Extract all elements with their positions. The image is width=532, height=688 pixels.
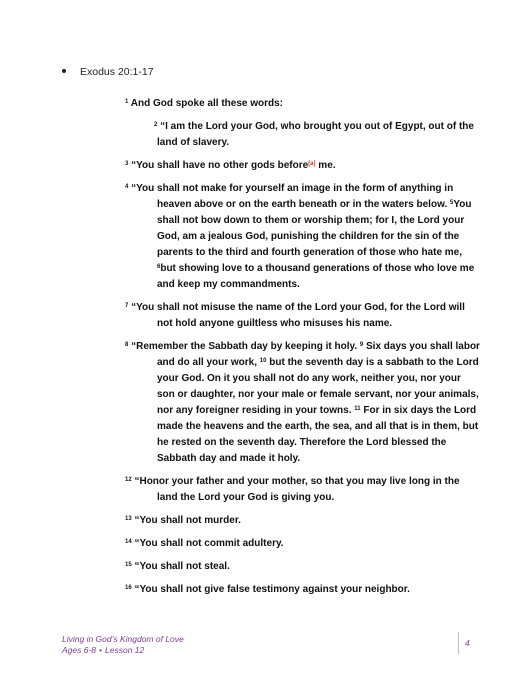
verse-3 bbox=[125, 158, 480, 174]
footnote-link[interactable]: [a] bbox=[308, 161, 316, 167]
verse-number: 3 bbox=[125, 161, 129, 167]
verse-16 bbox=[125, 582, 480, 598]
verse-number: 16 bbox=[125, 585, 132, 591]
verse-text: “Honor your father and your mother, so that you may live long in the land the Lord your God is giving you. bbox=[131, 476, 460, 503]
verse-number: 2 bbox=[154, 122, 158, 128]
page-number: 4 bbox=[458, 632, 470, 654]
verse-1 bbox=[125, 96, 480, 112]
verse-12 bbox=[125, 474, 480, 506]
verse-4 bbox=[125, 181, 480, 293]
verse-number: 9 bbox=[359, 342, 364, 348]
footer-subtitle bbox=[62, 645, 184, 656]
footer-separator: • bbox=[99, 645, 103, 655]
footer-ages: Ages 6-8 bbox=[62, 645, 97, 655]
verse-number: 8 bbox=[125, 342, 129, 348]
verse-13 bbox=[125, 513, 480, 529]
verse-number: 7 bbox=[125, 303, 129, 309]
verse-list bbox=[125, 96, 480, 605]
verse-text: but the seventh day is a sabbath to the Lord your God. On it you shall not do any work, neither you, nor your son or daughter, nor your male or female servant, nor your animals, nor any foreigner residing in your towns. bbox=[157, 357, 479, 416]
verse-2 bbox=[125, 119, 480, 151]
verse-14 bbox=[125, 536, 480, 552]
verse-text: “I am the Lord your God, who brought you out of Egypt, out of the land of slavery. bbox=[157, 121, 474, 148]
verse-text: For in six days the Lord made the heavens and the earth, the sea, and all that is in them, but he rested on the seventh day. Therefore the Lord blessed the Sabbath day and made it holy. bbox=[157, 405, 479, 464]
scripture-reference bbox=[62, 66, 154, 78]
verse-text: Six days you shall labor and do all your work, bbox=[157, 341, 480, 368]
verse-text: “You shall not commit adultery. bbox=[131, 538, 284, 549]
verse-8 bbox=[125, 339, 480, 467]
verse-7 bbox=[125, 300, 480, 332]
verse-number: 11 bbox=[354, 406, 361, 412]
verse-number: 5 bbox=[450, 200, 454, 206]
verse-number: 6 bbox=[157, 264, 161, 270]
bullet-icon bbox=[62, 69, 66, 73]
verse-number: 12 bbox=[125, 477, 132, 483]
verse-number: 14 bbox=[125, 539, 132, 545]
verse-number: 1 bbox=[125, 99, 129, 105]
verse-text: but showing love to a thousand generations of those who love me and keep my commandments. bbox=[157, 263, 475, 290]
reference-text: Exodus 20:1-17 bbox=[80, 66, 154, 78]
footer-title: Living in God’s Kingdom of Love bbox=[62, 634, 184, 644]
verse-text: You shall not bow down to them or worship them; for I, the Lord your God, am a jealous God, punishing the children for the sin of the parents to the third and fourth generation of those who hate me, bbox=[157, 199, 472, 258]
footer-lesson: Lesson 12 bbox=[105, 645, 145, 655]
verse-text: “You shall not murder. bbox=[131, 515, 241, 526]
verse-text: “You shall not make for yourself an image in the form of anything in heaven above or on the earth beneath or in the waters below. bbox=[128, 183, 454, 210]
verse-text: And God spoke all these words: bbox=[128, 98, 283, 109]
verse-text: “Remember the Sabbath day by keeping it holy. bbox=[128, 341, 360, 352]
verse-text: “You shall not give false testimony against your neighbor. bbox=[131, 584, 410, 595]
verse-number: 10 bbox=[259, 358, 267, 364]
verse-number: 4 bbox=[125, 184, 129, 190]
verse-text: “You shall not misuse the name of the Lord your God, for the Lord will not hold anyone guiltless who misuses his name. bbox=[128, 302, 465, 329]
verse-text: “You shall have no other gods before bbox=[128, 160, 309, 171]
verse-number: 13 bbox=[125, 516, 132, 522]
page-footer bbox=[62, 634, 184, 656]
verse-number: 15 bbox=[125, 562, 132, 568]
verse-15 bbox=[125, 559, 480, 575]
verse-text: “You shall not steal. bbox=[131, 561, 230, 572]
verse-text: me. bbox=[315, 160, 336, 171]
